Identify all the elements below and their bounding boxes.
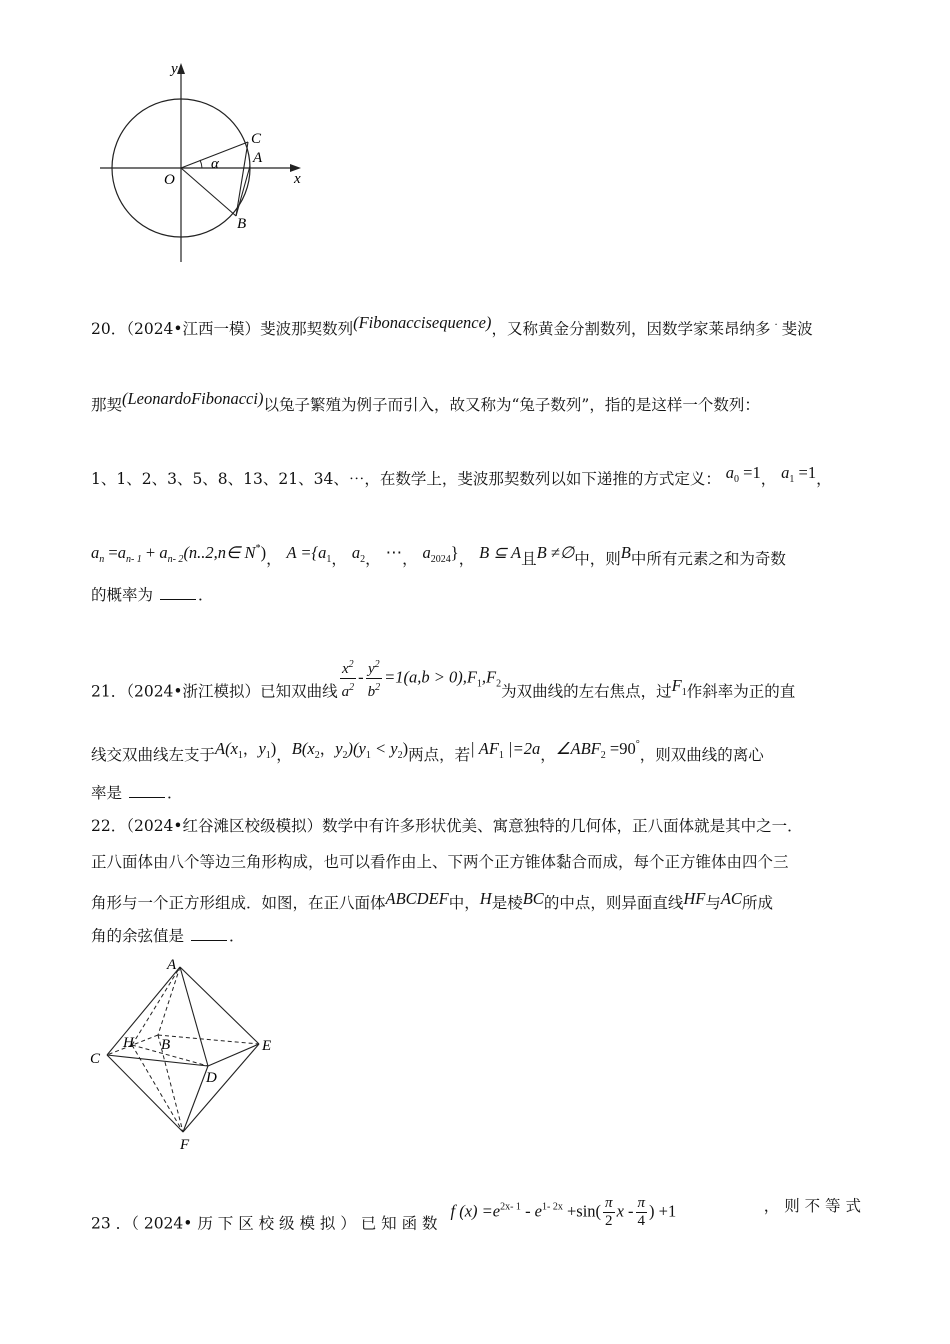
q20-line-2 <box>91 388 760 416</box>
q20-nonempty: B ≠∅ <box>536 543 575 562</box>
text: 且 <box>521 550 537 568</box>
text: 的概率为 <box>91 586 154 604</box>
label-d: D <box>206 1070 217 1086</box>
label-c: C <box>90 1051 101 1067</box>
q22-h: H <box>479 889 492 908</box>
q22-line-1: 22．（2024•红谷滩区校级模拟）数学中有许多形状优美、寓意独特的几何体，正八面体就是其中之一． <box>91 817 803 835</box>
edge-ab-hidden <box>158 967 180 1035</box>
q20-recurrence: $a_n =a_{n- 1}$ + $a_{n- 2}(n..2,n\in$ N*) <box>91 543 267 565</box>
comma: ， <box>365 550 381 568</box>
label-c: C <box>251 131 262 147</box>
text: 中，则 <box>574 550 621 568</box>
q21-point-b: $B(x_2$，$y_2)(y_1 < y_2)$ <box>291 739 409 761</box>
text: 线交双曲线左支于 <box>91 746 216 764</box>
y-axis-arrow <box>177 63 185 74</box>
q21-l1-text-b: 为双曲线的左右焦点，过 <box>501 682 672 701</box>
q20-set-a: $A =\{a_1$ <box>286 543 332 565</box>
edge-ad <box>180 967 208 1066</box>
label-b: B <box>237 216 247 232</box>
q23-text-b: ， 则 不 等 式 <box>763 1197 861 1215</box>
label-o: O <box>164 172 175 188</box>
q21-cond: | $AF_1$ |=2a <box>470 739 541 761</box>
q21-f1: $F_1$ <box>671 675 687 698</box>
q20-subset: B ⊆ A <box>479 543 522 562</box>
segment-ha-hidden <box>132 967 180 1045</box>
edge-cd <box>107 1055 208 1066</box>
label-alpha: α <box>211 156 219 172</box>
comma: ， <box>458 550 475 568</box>
text: 角的余弦值是 <box>91 927 185 945</box>
q20-line-4 <box>91 538 786 571</box>
q22-ac: AC <box>720 889 742 908</box>
segment-ob <box>181 168 236 216</box>
label-h: H <box>123 1035 134 1051</box>
q20-line-1 <box>91 312 813 340</box>
q21-l1-text-c: 作斜率为正的直 <box>686 682 796 701</box>
text: 所成 <box>741 894 773 912</box>
q22-line-3 <box>91 888 773 914</box>
answer-blank-20[interactable] <box>160 585 196 600</box>
edge-df <box>183 1066 208 1132</box>
text: 两点，若 <box>408 746 471 764</box>
q20-l2-text-b: 以兔子繁殖为例子而引入，故又称为“兔子数列”，指的是这样一个数列： <box>263 396 760 414</box>
q21-l1-text-a: 21．（2024•浙江模拟）已知双曲线 <box>91 682 338 701</box>
edge-ef <box>183 1044 259 1132</box>
q22-line-4 <box>91 925 244 947</box>
edge-de <box>208 1044 259 1066</box>
q20-l3-text: 1、1、2、3、5、8、13、21、34、⋯，在数学上，斐波那契数列以如下递推的方式定义： <box>91 470 721 488</box>
q20-line-3 <box>91 462 832 491</box>
angle-arc <box>200 160 202 168</box>
q20-l2-text-a: 那契 <box>91 396 123 414</box>
q20-a2024: $a_{2024}$} <box>422 543 459 565</box>
q20-l1-text-a: 20．（2024•江西一模）斐波那契数列 <box>91 320 354 338</box>
q20-l2-math: (LeonardoFibonacci) <box>122 389 264 408</box>
label-f: F <box>180 1137 190 1153</box>
q22-line-2: 正八面体由八个等边三角形构成，也可以看作由上、下两个正方锥体黏合而成，每个正方锥体由四个三 <box>91 853 789 871</box>
q21-line-2 <box>91 734 764 767</box>
edge-cf <box>107 1055 183 1132</box>
q22-bc: BC <box>522 889 544 908</box>
q23-line-1 <box>91 1195 861 1235</box>
answer-blank-21[interactable] <box>129 783 165 798</box>
edge-be-hidden <box>158 1035 259 1044</box>
q21-hyperbola-eq: $\frac{x^2}{a^2}$ - $\frac{y^2}{b^2}$ $=1(a,b > 0),F_1,F_2$ <box>338 656 502 701</box>
label-x: x <box>294 171 301 187</box>
q23-text-a: 23 ．（ 2024• 历 下 区 校 级 模 拟 ） 已 知 函 数 <box>91 1214 438 1233</box>
q20-l1-text-b: ，又称黄金分割数列，因数学家莱昂纳多 <box>491 320 771 338</box>
text: 率是 <box>91 784 123 802</box>
q20-l3-a1: $a_1 =1$ <box>781 463 817 485</box>
q20-a2: $a_2$ <box>351 543 366 565</box>
comma: ， <box>540 746 556 764</box>
q21-line-3 <box>91 782 182 804</box>
comma: ， <box>402 550 418 568</box>
period: ． <box>197 586 214 604</box>
text: 中， <box>448 894 480 912</box>
unit-circle-figure <box>100 55 315 270</box>
text: ，则双曲线的离心 <box>639 746 764 764</box>
text: 中所有元素之和为奇数 <box>630 550 786 568</box>
label-e: E <box>262 1038 272 1054</box>
q20-l3-sep: ， <box>760 470 777 488</box>
text: 是棱 <box>491 894 523 912</box>
label-a: A <box>167 957 177 973</box>
label-a: A <box>253 150 263 166</box>
q20-l1-dot: · <box>774 320 778 331</box>
label-b: B <box>161 1037 171 1053</box>
octahedron-figure <box>85 952 285 1157</box>
q20-l3-a0: $a_0 =1$ <box>725 463 761 485</box>
q20-dots: ⋯ <box>385 543 403 562</box>
q20-line-5 <box>91 584 213 606</box>
q20-l1-math: (Fibonaccisequence) <box>353 313 492 332</box>
q21-angle: $\angle ABF_2 =90^\circ$ <box>555 739 640 761</box>
q20-l1-text-c: 斐波 <box>781 320 813 338</box>
q23-function: f $(x) =e^{2x- 1} - e^{1- 2x} +\sin$( $\frac{\pi}{2}$ x - $\frac{\pi}{4}$ ) +1 <box>450 1195 677 1229</box>
period: ． <box>166 784 183 802</box>
q20-l3-end: ， <box>816 470 832 488</box>
q22-abcdef: ABCDEF <box>385 889 449 908</box>
label-y: y <box>171 61 178 77</box>
q20-b: B <box>620 543 631 562</box>
q21-line-1 <box>91 656 795 704</box>
comma: ， <box>276 746 292 764</box>
text: 与 <box>705 894 721 912</box>
comma: ， <box>266 550 282 568</box>
answer-blank-22[interactable] <box>191 926 227 941</box>
text: 的中点，则异面直线 <box>543 894 684 912</box>
comma: ， <box>331 550 347 568</box>
q21-point-a: $A(x_1$，$y_1$) <box>215 739 277 761</box>
text: 角形与一个正方形组成．如图，在正八面体 <box>91 894 386 912</box>
q22-hf: HF <box>683 889 706 908</box>
period: ． <box>228 927 245 945</box>
edge-ae <box>180 967 259 1044</box>
